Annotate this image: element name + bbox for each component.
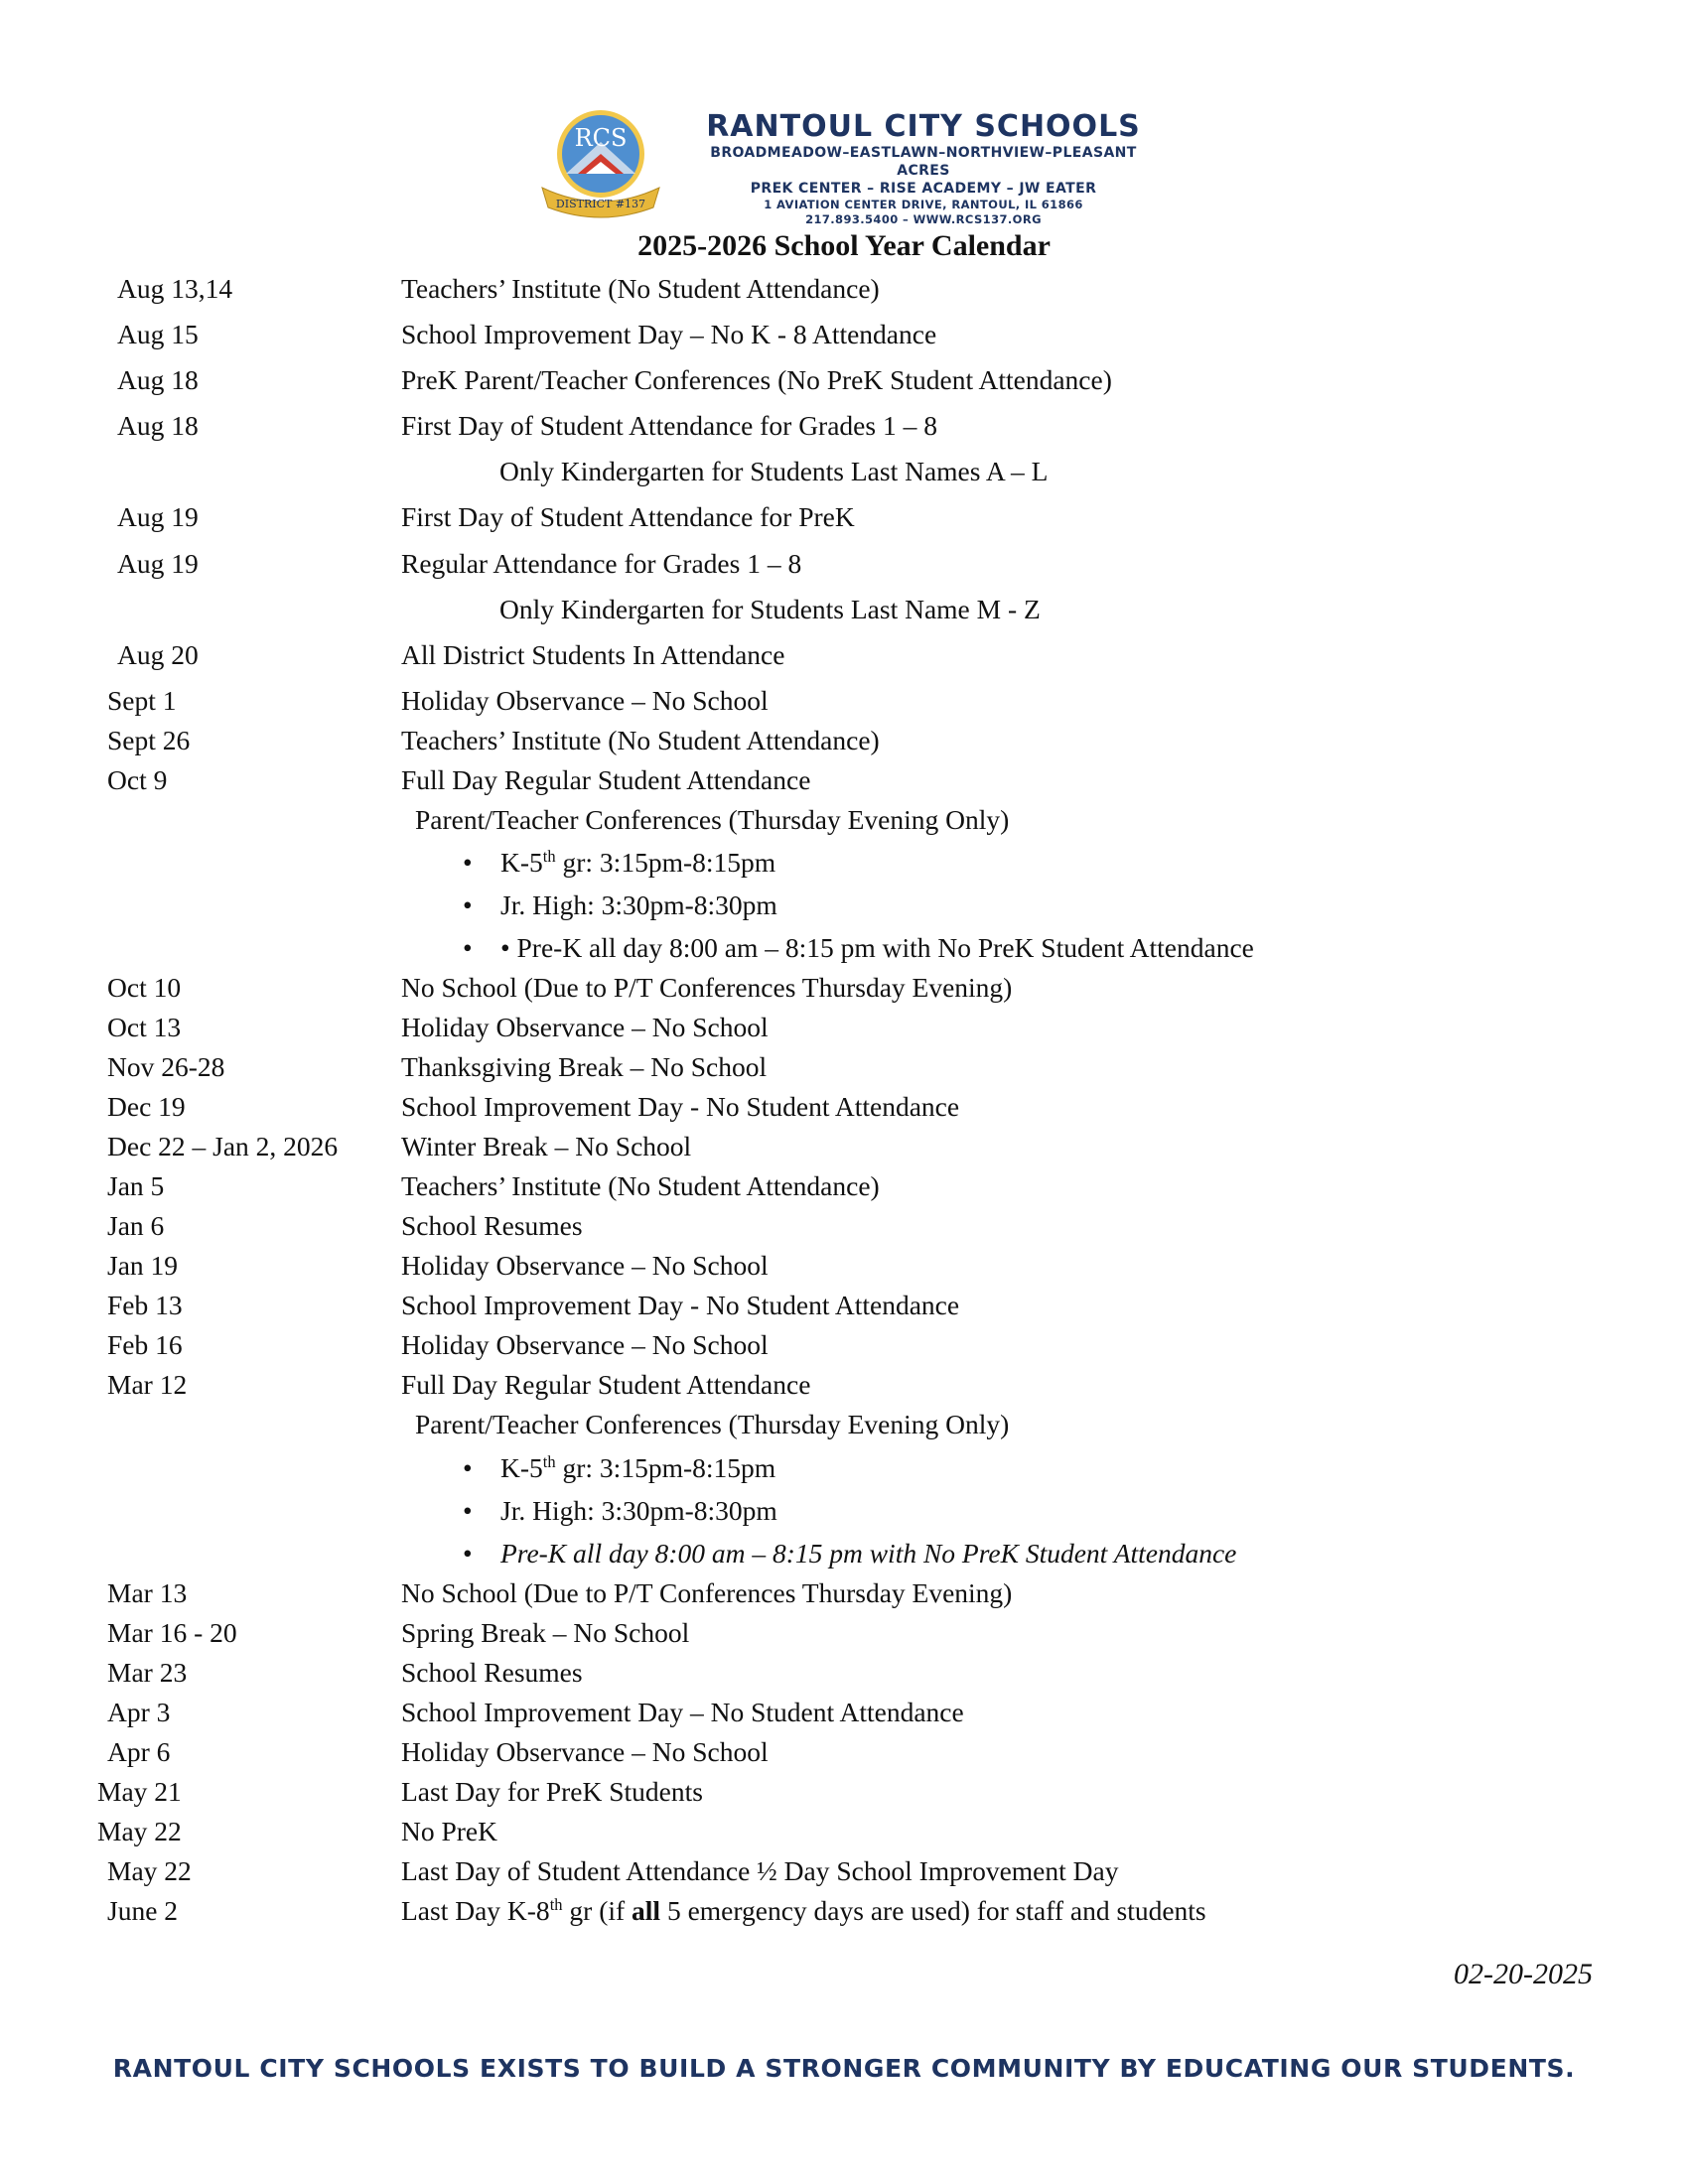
bullet-dot: • [463,1495,473,1526]
event-date: Mar 12 [107,1369,188,1400]
event-description: Teachers’ Institute (No Student Attendance) [401,273,880,304]
logo-ribbon-text: DISTRICT #137 [555,198,646,210]
event-date: Aug 19 [117,501,199,532]
event-description: Holiday Observance – No School [401,1250,769,1281]
event-description: School Improvement Day - No Student Attendance [401,1290,960,1320]
bullet-text: Jr. High: 3:30pm-8:30pm [500,889,777,920]
conference-heading: Parent/Teacher Conferences (Thursday Evening Only) [415,1409,1010,1439]
event-date: Feb 16 [107,1329,183,1360]
event-date: May 22 [107,1855,192,1886]
event-date: Dec 19 [107,1091,186,1122]
event-description: PreK Parent/Teacher Conferences (No PreK Student Attendance) [401,364,1112,395]
bullet-text: Jr. High: 3:30pm-8:30pm [500,1495,777,1526]
bullet-dot: • [463,1452,473,1483]
programs-line: PREK CENTER – RISE ACADEMY – JW EATER [750,181,1097,197]
event-description: No School (Due to P/T Conferences Thursday Evening) [401,1577,1013,1608]
bullet-text: • Pre-K all day 8:00 am – 8:15 pm with No PreK Student Attendance [500,932,1254,963]
contact-line: 217.893.5400 – WWW.RCS137.ORG [805,212,1042,226]
event-date: Feb 13 [107,1290,183,1320]
address-line: 1 AVIATION CENTER DRIVE, RANTOUL, IL 61866 [764,198,1083,211]
bullet-dot: • [463,932,473,963]
event-description: Thanksgiving Break – No School [401,1051,768,1082]
event-description: School Improvement Day - No Student Attendance [401,1091,960,1122]
mission-statement: RANTOUL CITY SCHOOLS EXISTS TO BUILD A STRONGER COMMUNITY BY EDUCATING OUR STUDENTS. [112,2054,1576,2083]
bullet-dot: • [463,847,473,878]
event-date: Nov 26-28 [107,1051,225,1082]
event-description: School Improvement Day – No K - 8 Attendance [401,319,937,349]
event-date: May 21 [97,1776,182,1807]
event-date: Oct 13 [107,1012,182,1042]
event-description: Spring Break – No School [401,1617,690,1648]
event-date: June 2 [107,1895,179,1926]
event-date: Apr 3 [107,1697,171,1727]
bullet-dot: • [463,1538,473,1569]
event-description: Last Day for PreK Students [401,1776,703,1807]
district-seal-logo [536,104,665,223]
conference-heading: Parent/Teacher Conferences (Thursday Evening Only) [415,804,1010,835]
event-description: Full Day Regular Student Attendance [401,1369,811,1400]
event-date: Jan 19 [107,1250,179,1281]
page-title: 2025-2026 School Year Calendar [637,229,1051,262]
event-description: First Day of Student Attendance for PreK [401,501,855,532]
event-date: Dec 22 – Jan 2, 2026 [107,1131,339,1161]
bullet-dot: • [463,889,473,920]
event-description: No PreK [401,1816,498,1846]
event-date: May 22 [97,1816,182,1846]
event-description: No School (Due to P/T Conferences Thursday Evening) [401,972,1013,1003]
event-description: All District Students In Attendance [401,639,785,670]
event-date: Aug 19 [117,548,199,579]
letterhead [536,104,1172,226]
bullet-text: Pre-K all day 8:00 am – 8:15 pm with No PreK Student Attendance [500,1538,1237,1569]
event-date: Apr 6 [107,1736,171,1767]
event-description: School Resumes [401,1210,583,1241]
event-description: Holiday Observance – No School [401,1736,769,1767]
event-description: Last Day of Student Attendance ½ Day School Improvement Day [401,1855,1119,1886]
event-description: Winter Break – No School [401,1131,692,1161]
event-date: Aug 15 [117,319,199,349]
bullet-text: K-5th gr: 3:15pm-8:15pm [500,846,776,878]
event-date: Aug 13,14 [117,273,233,304]
event-description: School Improvement Day – No Student Attendance [401,1697,964,1727]
event-description: First Day of Student Attendance for Grades 1 – 8 [401,410,937,441]
event-date: Mar 23 [107,1657,188,1688]
event-description: Holiday Observance – No School [401,685,769,716]
event-date: Sept 1 [107,685,177,716]
event-date: Aug 20 [117,639,199,670]
revision-date: 02-20-2025 [1454,1958,1593,1990]
letterhead-text [685,110,1162,227]
event-date: Jan 6 [107,1210,165,1241]
event-description: Last Day K-8th gr (if all 5 emergency days are used) for staff and students [401,1894,1206,1926]
schools-line: BROADMEADOW–EASTLAWN–NORTHVIEW–PLEASANT ACRES [710,145,1137,179]
event-subnote: Only Kindergarten for Students Last Name M - Z [499,594,1041,624]
event-description: Full Day Regular Student Attendance [401,764,811,795]
event-date: Oct 9 [107,764,168,795]
event-date: Aug 18 [117,410,199,441]
event-date: Mar 13 [107,1577,188,1608]
logo-text: RCS [574,124,628,152]
bullet-text: K-5th gr: 3:15pm-8:15pm [500,1451,776,1483]
event-description: Teachers’ Institute (No Student Attendance) [401,725,880,755]
event-date: Sept 26 [107,725,191,755]
event-date: Jan 5 [107,1170,165,1201]
event-date: Aug 18 [117,364,199,395]
organization-name: RANTOUL CITY SCHOOLS [706,109,1141,144]
event-description: Holiday Observance – No School [401,1012,769,1042]
event-date: Mar 16 - 20 [107,1617,237,1648]
event-description: Holiday Observance – No School [401,1329,769,1360]
event-subnote: Only Kindergarten for Students Last Names A – L [499,456,1049,486]
event-description: Teachers’ Institute (No Student Attendance) [401,1170,880,1201]
event-date: Oct 10 [107,972,182,1003]
event-description: Regular Attendance for Grades 1 – 8 [401,548,802,579]
event-description: School Resumes [401,1657,583,1688]
